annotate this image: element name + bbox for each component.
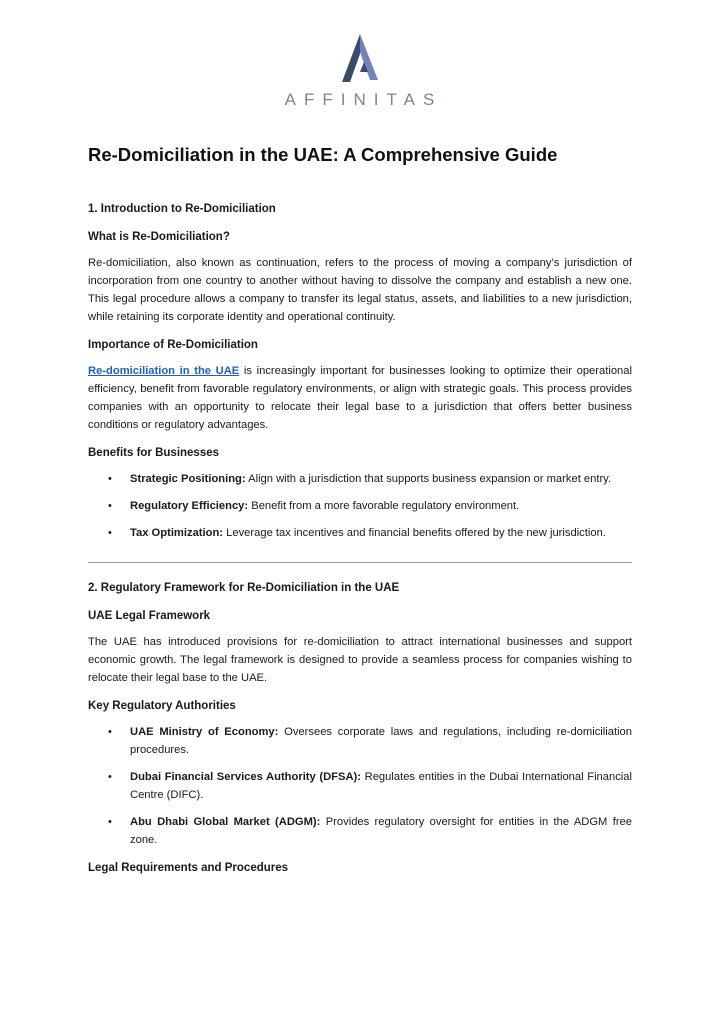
importance-paragraph (88, 362, 632, 434)
bullet-icon: • (108, 473, 112, 485)
list-item-text: Leverage tax incentives and financial benefits offered by the new jurisdiction. (223, 527, 606, 539)
list-item-term: UAE Ministry of Economy: (130, 726, 279, 738)
benefits-list (88, 470, 632, 542)
document-body (88, 142, 632, 877)
list-item-term: Dubai Financial Services Authority (DFSA): (130, 771, 362, 783)
benefits-heading: Benefits for Businesses (88, 447, 220, 459)
list-item-text: Align with a jurisdiction that supports business expansion or market entry. (245, 473, 612, 485)
section-2-heading: 2. Regulatory Framework for Re-Domiciliation in the UAE (88, 582, 400, 594)
brand-logo (0, 32, 719, 110)
authorities-heading: Key Regulatory Authorities (88, 700, 236, 712)
list-item-term: Tax Optimization: (130, 527, 224, 539)
framework-paragraph: The UAE has introduced provisions for re-domiciliation to attract international businesses and support economic growth. The legal framework is designed to provide a seamless process for companies wishing to relocate their legal base to the UAE. (88, 636, 632, 684)
bullet-icon: • (108, 527, 112, 539)
bullet-icon: • (108, 771, 112, 783)
list-item (88, 470, 632, 488)
list-item-text: Benefit from a more favorable regulatory environment. (248, 500, 520, 512)
list-item (88, 768, 632, 804)
redomiciliation-link[interactable]: Re-domiciliation in the UAE (88, 365, 240, 377)
importance-text: is increasingly important for businesses looking to optimize their operational efficiency, benefit from favorable regulatory environments, or align with strategic goals. This process provides companies with an opportunity to relocate their legal base to a jurisdiction that offers better business conditions or regulatory advantages. (88, 365, 632, 431)
section-1-heading: 1. Introduction to Re-Domiciliation (88, 203, 276, 215)
list-item-text: Oversees corporate laws and regulations, including re-domiciliation procedures. (130, 726, 633, 756)
list-item (88, 723, 632, 759)
list-item (88, 813, 632, 849)
authorities-list (88, 723, 632, 849)
bullet-icon: • (108, 726, 112, 738)
what-paragraph: Re-domiciliation, also known as continuation, refers to the process of moving a company’s jurisdiction of incorporation from one country to another without having to dissolve the company and establish a new one. This legal procedure allows a company to transfer its legal status, assets, and liabilities to a new jurisdiction, while retaining its corporate identity and operational continuity. (88, 257, 632, 323)
document-title: Re-Domiciliation in the UAE: A Comprehensive Guide (88, 144, 558, 165)
brand-name: AFFINITAS (284, 90, 443, 109)
affinitas-logo-mark (340, 32, 380, 84)
framework-heading: UAE Legal Framework (88, 610, 211, 622)
what-heading: What is Re-Domiciliation? (88, 231, 230, 243)
section-divider (88, 562, 632, 563)
legal-heading: Legal Requirements and Procedures (88, 862, 289, 874)
list-item (88, 497, 632, 515)
list-item-text: Provides regulatory oversight for entities in the ADGM free zone. (130, 816, 632, 846)
list-item-term: Strategic Positioning: (130, 473, 246, 485)
bullet-icon: • (108, 816, 112, 828)
list-item (88, 524, 632, 542)
importance-heading: Importance of Re-Domiciliation (88, 339, 258, 351)
bullet-icon: • (108, 500, 112, 512)
list-item-term: Abu Dhabi Global Market (ADGM): (130, 816, 321, 828)
list-item-term: Regulatory Efficiency: (130, 500, 249, 512)
list-item-text: Regulates entities in the Dubai International Financial Centre (DIFC). (130, 771, 633, 801)
